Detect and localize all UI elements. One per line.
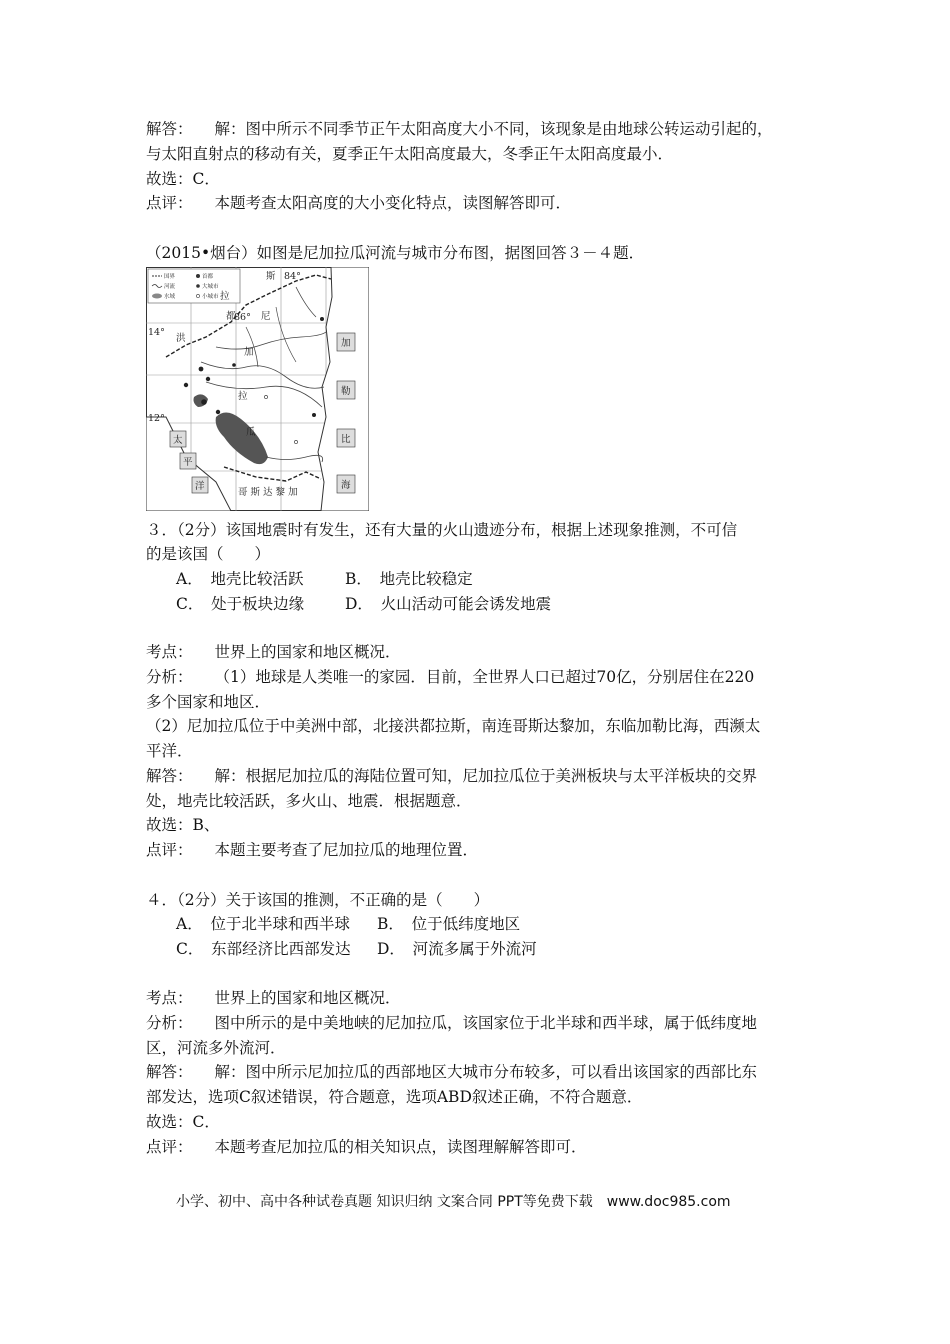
q4-fenxi [146, 1013, 757, 1033]
comment-text: 本题考查太阳高度的大小变化特点，读图解答即可． [214, 194, 572, 212]
comment-text: 本题主要考查了尼加拉瓜的地理位置． [214, 841, 479, 859]
q4-option-d: D． 河流多属于外流河 [377, 940, 537, 958]
pacific-label-1: 太 [173, 435, 183, 446]
answer-tag: 解答： [146, 1063, 193, 1081]
caribbean-label-3: 比 [341, 434, 351, 445]
honduras-label-2: 拉 [220, 291, 230, 302]
legend-smallcity: 小城市 [202, 294, 219, 300]
honduras-label-3: 都 [226, 311, 236, 322]
honduras-label-4: 洪 [176, 333, 186, 344]
country-label-2: 加 [244, 347, 254, 358]
q4-stem: ４．（2分）关于该国的推测，不正确的是（ ） [146, 891, 490, 909]
fenxi-tag: 分析： [146, 1014, 193, 1032]
q4-comment [146, 1137, 587, 1157]
fenxi-text: 图中所示的是中美地峡的尼加拉瓜，该国家位于北半球和西半球，属于低纬度地 [214, 1014, 758, 1032]
fenxi-text: （1）地球是人类唯一的家园．目前，全世界人口已超过70亿，分别居住在220 [214, 668, 755, 686]
answer-line [146, 119, 773, 139]
caribbean-label-4: 海 [341, 480, 351, 491]
legend-border: 国界 [164, 274, 176, 280]
q4-answer-line2: 部发达，选项C叙述错误，符合题意，选项ABD叙述正确，不符合题意． [146, 1088, 643, 1106]
q3-option-d: D． 火山活动可能会诱发地震 [345, 595, 552, 613]
q3-answer [146, 766, 757, 786]
q4-choice: 故选：C． [146, 1113, 220, 1131]
answer-tag: 解答： [146, 767, 193, 785]
legend-water: 水域 [164, 294, 176, 300]
q3-option-a: A． 地壳比较活跃 [176, 570, 304, 588]
kaodian-text: 世界上的国家和地区概况． [214, 643, 401, 661]
lon-86: 86° [234, 312, 251, 323]
legend-river: 河流 [164, 284, 176, 290]
kaodian-tag: 考点： [146, 643, 193, 661]
country-label-4: 瓜 [246, 427, 256, 438]
answer-tag: 解答： [146, 120, 193, 138]
q4-option-a: A． 位于北半球和西半球 [176, 915, 350, 933]
nicaragua-map [146, 267, 369, 511]
legend-bigcity: 大城市 [202, 284, 219, 290]
q3-answer-line2: 处，地壳比较活跃，多火山、地震．根据题意． [146, 792, 472, 810]
q3-fenxi-line4: 平洋． [146, 742, 193, 760]
country-label-1: 尼 [261, 311, 271, 322]
q3-fenxi [146, 667, 754, 687]
honduras-label-1: 斯 [266, 271, 276, 282]
fenxi-tag: 分析： [146, 668, 193, 686]
legend-capital: 首都 [202, 274, 214, 280]
country-label-3: 拉 [238, 391, 248, 402]
q4-fenxi-line2: 区，河流多外流河． [146, 1039, 286, 1057]
q3-stem-line1: ３．（2分）该国地震时有发生，还有大量的火山遗迹分布，根据上述现象推测，不可信 [146, 521, 738, 539]
comment-tag: 点评： [146, 841, 193, 859]
kaodian-text: 世界上的国家和地区概况． [214, 989, 401, 1007]
intro-line: （2015•烟台）如图是尼加拉瓜河流与城市分布图，据图回答３－４题． [146, 244, 645, 262]
q4-answer [146, 1062, 757, 1082]
comment-line [146, 193, 571, 213]
q3-option-c: C． 处于板块边缘 [176, 595, 305, 613]
q3-option-b: B． 地壳比较稳定 [345, 570, 473, 588]
q4-option-c: C． 东部经济比西部发达 [176, 940, 351, 958]
pacific-label-2: 平 [183, 457, 193, 468]
q4-kaodian [146, 988, 401, 1008]
q3-stem-line2: 的是该国（ ） [146, 545, 271, 563]
choice-line: 故选：C． [146, 170, 220, 188]
caribbean-label-2: 勒 [341, 386, 351, 397]
comment-tag: 点评： [146, 1138, 193, 1156]
q3-choice: 故选：B、 [146, 816, 220, 834]
q4-option-b: B． 位于低纬度地区 [377, 915, 521, 933]
answer-text: 解：图中所示尼加拉瓜的西部地区大城市分布较多，可以看出该国家的西部比东 [214, 1063, 758, 1081]
pacific-label-3: 洋 [195, 481, 205, 492]
answer-text-cont: 与太阳直射点的移动有关，夏季正午太阳高度最大，冬季正午太阳高度最小． [146, 145, 674, 163]
q3-kaodian [146, 642, 401, 662]
costarica-label: 哥 斯 达 黎 加 [238, 487, 298, 498]
footer-ad: 小学、初中、高中各种试卷真题 知识归纳 文案合同 PPT等免费下载 www.doc985.com [176, 1194, 731, 1210]
comment-tag: 点评： [146, 194, 193, 212]
answer-text: 解：图中所示不同季节正午太阳高度大小不同，该现象是由地球公转运动引起的， [214, 120, 773, 138]
lon-84: 84° [284, 271, 301, 282]
comment-text: 本题考查尼加拉瓜的相关知识点，读图理解解答即可． [214, 1138, 587, 1156]
lat-12: 12° [148, 413, 165, 424]
lat-14: 14° [148, 327, 165, 338]
answer-text: 解：根据尼加拉瓜的海陆位置可知，尼加拉瓜位于美洲板块与太平洋板块的交界 [214, 767, 758, 785]
kaodian-tag: 考点： [146, 989, 193, 1007]
q3-comment [146, 840, 478, 860]
q3-fenxi-line3: （2）尼加拉瓜位于中美洲中部，北接洪都拉斯，南连哥斯达黎加，东临加勒比海，西濒太 [146, 717, 761, 735]
caribbean-label-1: 加 [341, 338, 351, 349]
q3-fenxi-line2: 多个国家和地区． [146, 693, 271, 711]
